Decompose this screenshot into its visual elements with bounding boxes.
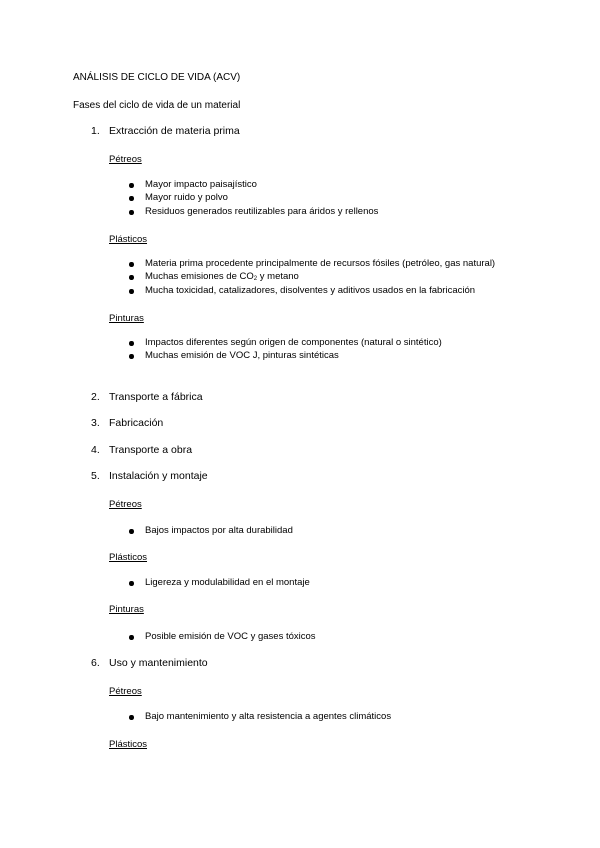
list-item: Ligereza y modulabilidad en el montaje (145, 577, 310, 588)
group-heading-plasticos: Plásticos (109, 234, 148, 245)
phase-label: Extracción de materia prima (109, 125, 240, 137)
phase-number: 4. (91, 444, 100, 456)
phase-label: Uso y mantenimiento (109, 657, 208, 669)
group-heading-plasticos: Plásticos (109, 739, 148, 750)
list-item (145, 271, 299, 285)
group-heading-petreos: Pétreos (109, 686, 142, 697)
co2-subscript: 2 (253, 276, 258, 282)
list-item: Mayor impacto paisajístico (145, 179, 257, 190)
bullet-icon (129, 715, 134, 720)
list-item: Residuos generados reutilizables para áridos y rellenos (145, 206, 379, 217)
bullet-icon (129, 262, 134, 267)
phase-label: Fabricación (109, 417, 164, 429)
phase-number: 3. (91, 417, 100, 429)
list-item: Muchas emisión de VOC J, pinturas sintéticas (145, 350, 339, 361)
bullet-icon (129, 183, 134, 188)
group-heading-petreos: Pétreos (109, 154, 142, 165)
group-heading-pinturas: Pinturas (109, 313, 144, 324)
phase-number: 6. (91, 657, 100, 669)
bullet-icon (129, 275, 134, 280)
bullet-icon (129, 196, 134, 201)
list-item: Bajo mantenimiento y alta resistencia a agentes climáticos (145, 711, 392, 722)
bullet-icon (129, 289, 134, 294)
phase-label: Instalación y montaje (109, 470, 208, 482)
list-item: Impactos diferentes según origen de componentes (natural o sintético) (145, 337, 442, 348)
list-item: Bajos impactos por alta durabilidad (145, 525, 293, 536)
bullet-icon (129, 529, 134, 534)
group-heading-pinturas: Pinturas (109, 604, 144, 615)
bullet-icon (129, 354, 134, 359)
bullet-icon (129, 581, 134, 586)
list-item: Materia prima procedente principalmente de recursos fósiles (petróleo, gas natural) (145, 258, 496, 269)
group-heading-petreos: Pétreos (109, 499, 142, 510)
phase-label: Transporte a obra (109, 444, 193, 456)
phase-label: Transporte a fábrica (109, 391, 203, 403)
phase-number: 5. (91, 470, 100, 482)
co2-suffix: y metano (257, 271, 299, 282)
co2-text: Muchas emisiones de CO (145, 271, 254, 282)
list-item: Mucha toxicidad, catalizadores, disolventes y aditivos usados en la fabricación (145, 285, 476, 296)
bullet-icon (129, 635, 134, 640)
bullet-icon (129, 210, 134, 215)
document-subtitle: Fases del ciclo de vida de un material (73, 100, 241, 111)
list-item: Posible emisión de VOC y gases tóxicos (145, 631, 316, 642)
phase-number: 2. (91, 391, 100, 403)
group-heading-plasticos: Plásticos (109, 552, 148, 563)
list-item: Mayor ruido y polvo (145, 192, 228, 203)
document-title: ANÁLISIS DE CICLO DE VIDA (ACV) (73, 72, 241, 83)
bullet-icon (129, 341, 134, 346)
phase-number: 1. (91, 125, 100, 137)
